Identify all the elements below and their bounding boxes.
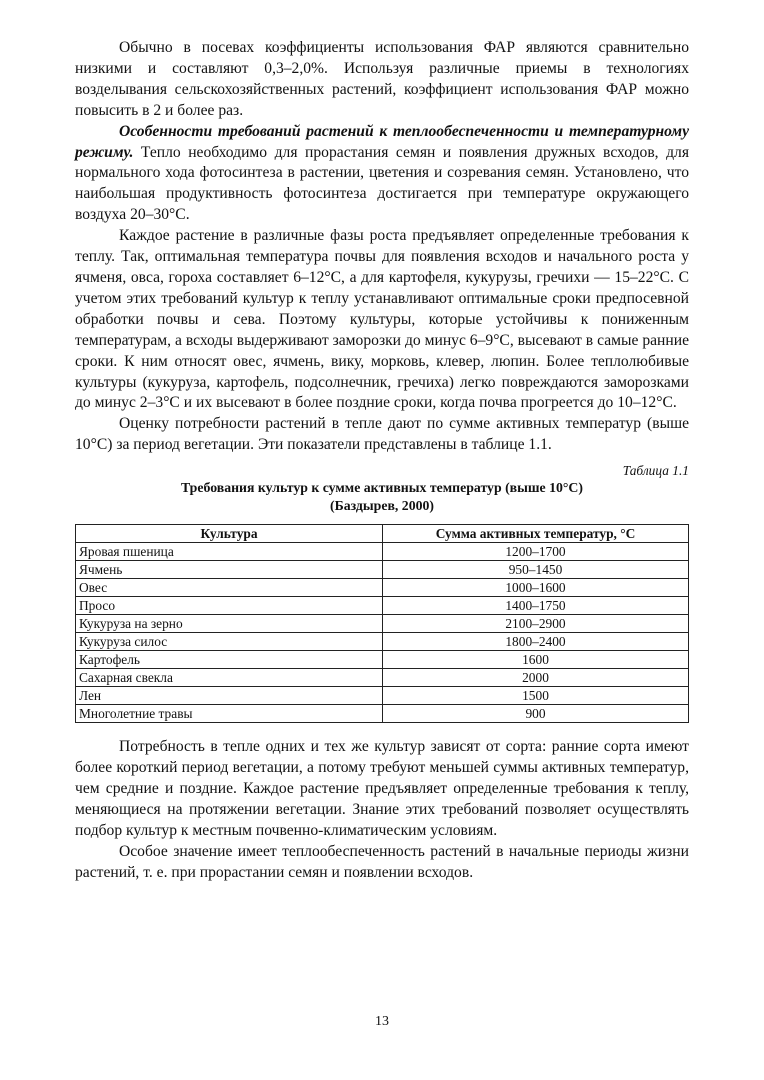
paragraph-variety-dependence: [75, 737, 689, 842]
table-header-row: [76, 525, 689, 543]
document-page: [75, 38, 689, 883]
sum-cell: 2100–2900: [383, 615, 689, 633]
paragraph-text: Обычно в посевах коэффициенты использования ФАР являются сравнительно низкими и составляют 0,3–2,0%. Используя различные приемы в технологиях возделывания сельскохозяйственных растений, коэффициент использования ФАР можно повысить в 2 и более раз.: [75, 39, 689, 119]
table-title: Требования культур к сумме активных температур (выше 10°С): [181, 480, 583, 496]
sum-cell: 900: [383, 705, 689, 723]
table-label: Таблица 1.1: [622, 463, 689, 479]
table-container: [75, 524, 689, 723]
crop-cell: Лен: [76, 687, 383, 705]
table-source: (Баздырев, 2000): [330, 497, 434, 513]
table-row: [76, 669, 689, 687]
table-row: [76, 615, 689, 633]
crop-cell: Кукуруза на зерно: [76, 615, 383, 633]
paragraph-active-temperatures: [75, 414, 689, 456]
table-row: [76, 597, 689, 615]
table-row: [76, 651, 689, 669]
sum-cell: 1400–1750: [383, 597, 689, 615]
crop-temperature-table: [75, 524, 689, 723]
sum-cell: 2000: [383, 669, 689, 687]
column-header-sum: Сумма активных температур, °С: [383, 525, 689, 543]
sum-cell: 1800–2400: [383, 633, 689, 651]
table-row: [76, 543, 689, 561]
page-number: 13: [375, 1014, 389, 1029]
crop-cell: Просо: [76, 597, 383, 615]
sum-cell: 950–1450: [383, 561, 689, 579]
crop-cell: Ячмень: [76, 561, 383, 579]
sum-cell: 1000–1600: [383, 579, 689, 597]
paragraph-growth-phases: [75, 226, 689, 414]
sum-cell: 1500: [383, 687, 689, 705]
section-lead-heading: Особенности требований растений к теплообеспеченности и температурному режиму.: [75, 122, 689, 161]
column-header-crop: Культура: [76, 525, 383, 543]
crop-cell: Кукуруза силос: [76, 633, 383, 651]
paragraph-text: Каждое растение в различные фазы роста предъявляет определенные требования к теплу. Так, оптимальная температура почвы для появления всходов и начального роста у ячменя, овса, гороха составляет 6–12°С, а для картофеля, кукурузы, гречихи — 15–22°С. С учетом этих требований культур к теплу устанавливают оптимальные сроки предпосевной обработки почвы и сева. Поэтому культуры, которые устойчивы к пониженным температурам, а всходы выдерживают заморозки до минус 6–9°С, высевают в самые ранние сроки. К ним относят овес, ячмень, вику, морковь, клевер, люпин. Более теплолюбивые культуры (кукуруза, картофель, подсолнечник, гречиха) легко повреждаются заморозками до минус 2–3°С и их высевают в более поздние сроки, когда почва прогреется до 10–12°С.: [75, 227, 689, 412]
table-row: [76, 561, 689, 579]
paragraph-text: Потребность в тепле одних и тех же культур зависят от сорта: ранние сорта имеют более короткий период вегетации, а потому требуют меньшей суммы активных температур, чем средние и поздние. Каждое растение предъявляет определенные требования к теплу, меняющиеся на протяжении вегетации. Знание этих требований позволяет осуществлять подбор культур к местным почвенно-климатическим условиям.: [75, 738, 689, 839]
paragraph-text: Тепло необходимо для прорастания семян и появления дружных всходов, для нормального хода фотосинтеза в растении, цветения и созревания семян. Установлено, что наибольшая продуктивность фотосинтеза достигается при температуре окружающего воздуха 20–30°С.: [75, 143, 689, 224]
table-row: [76, 687, 689, 705]
paragraph-text: Оценку потребности растений в тепле дают по сумме активных температур (выше 10°С) за период вегетации. Эти показатели представлены в таблице 1.1.: [75, 415, 689, 454]
sum-cell: 1200–1700: [383, 543, 689, 561]
table-row: [76, 705, 689, 723]
paragraph-far-coefficient: [75, 38, 689, 122]
sum-cell: 1600: [383, 651, 689, 669]
paragraph-initial-periods: [75, 842, 689, 884]
table-row: [76, 579, 689, 597]
paragraph-heat-requirements: [75, 122, 689, 227]
crop-cell: Овес: [76, 579, 383, 597]
crop-cell: Яровая пшеница: [76, 543, 383, 561]
crop-cell: Картофель: [76, 651, 383, 669]
crop-cell: Многолетние травы: [76, 705, 383, 723]
paragraph-text: Особое значение имеет теплообеспеченность растений в начальные периоды жизни растений, т. е. при прорастании семян и появлении всходов.: [75, 842, 689, 881]
table-row: [76, 633, 689, 651]
crop-cell: Сахарная свекла: [76, 669, 383, 687]
